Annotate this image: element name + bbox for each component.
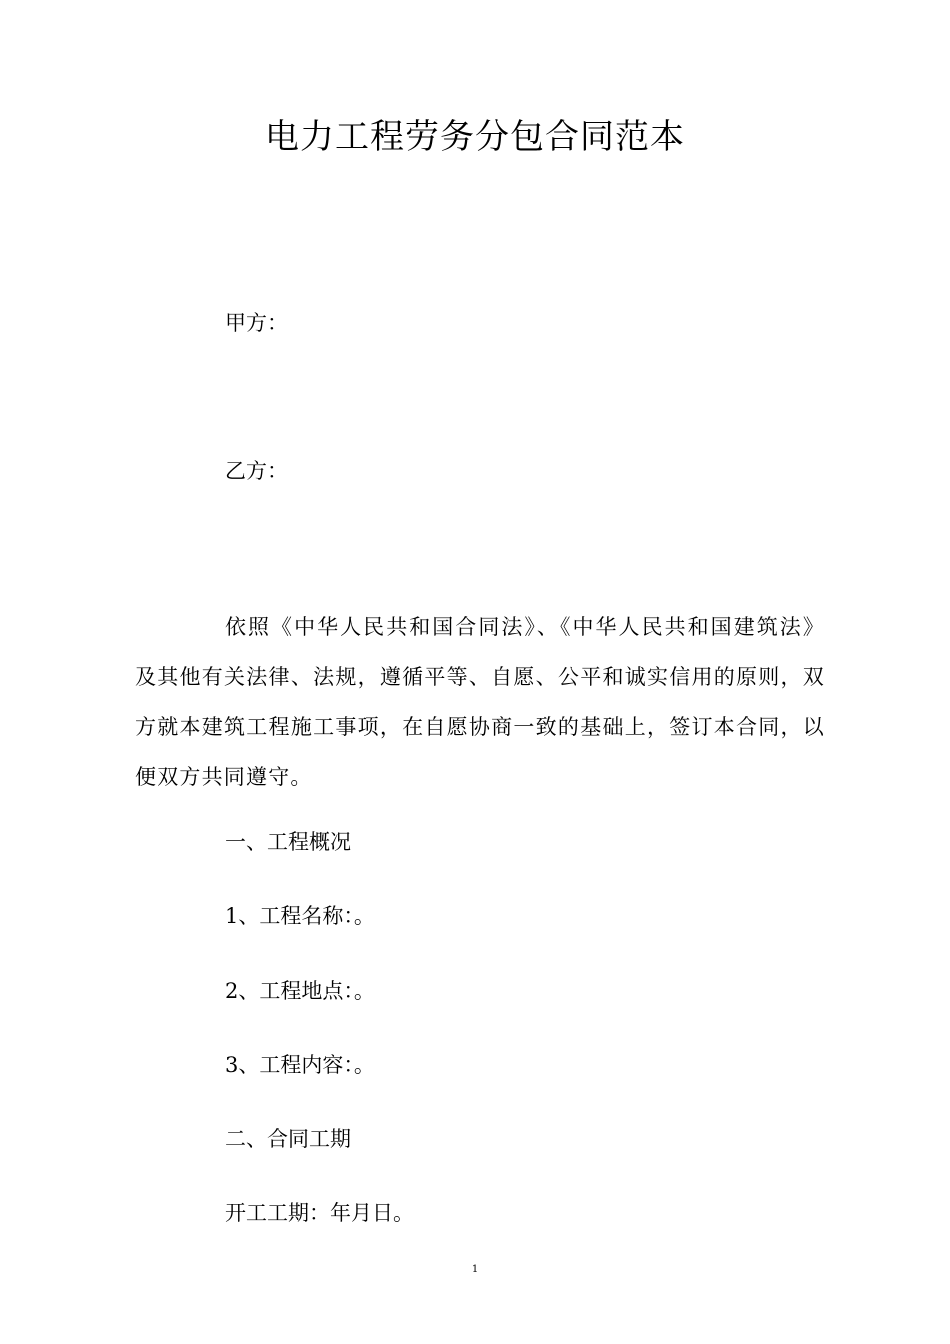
section-heading-project-overview: 一、工程概况: [225, 830, 351, 854]
project-location-item: 2、工程地点：。: [225, 979, 375, 1003]
start-date-item: 开工工期：年月日。: [225, 1201, 414, 1225]
party-a-label: 甲方：: [225, 311, 288, 335]
page-title: 电力工程劳务分包合同范本: [265, 117, 685, 157]
party-b-label: 乙方：: [225, 459, 288, 483]
page-number: 1: [471, 1264, 479, 1275]
section-heading-contract-period: 二、合同工期: [225, 1127, 351, 1151]
project-content-item: 3、工程内容：。: [225, 1053, 375, 1077]
project-name-item: 1、工程名称：。: [225, 904, 375, 928]
intro-paragraph: 依照《中华人民共和国合同法》、《中华人民共和国建筑法》及其他有关法律、法规，遵循平等、自愿、公平和诚实信用的原则，双方就本建筑工程施工事项，在自愿协商一致的基础上，签订本合同，以便双方共同遵守。: [135, 615, 825, 789]
